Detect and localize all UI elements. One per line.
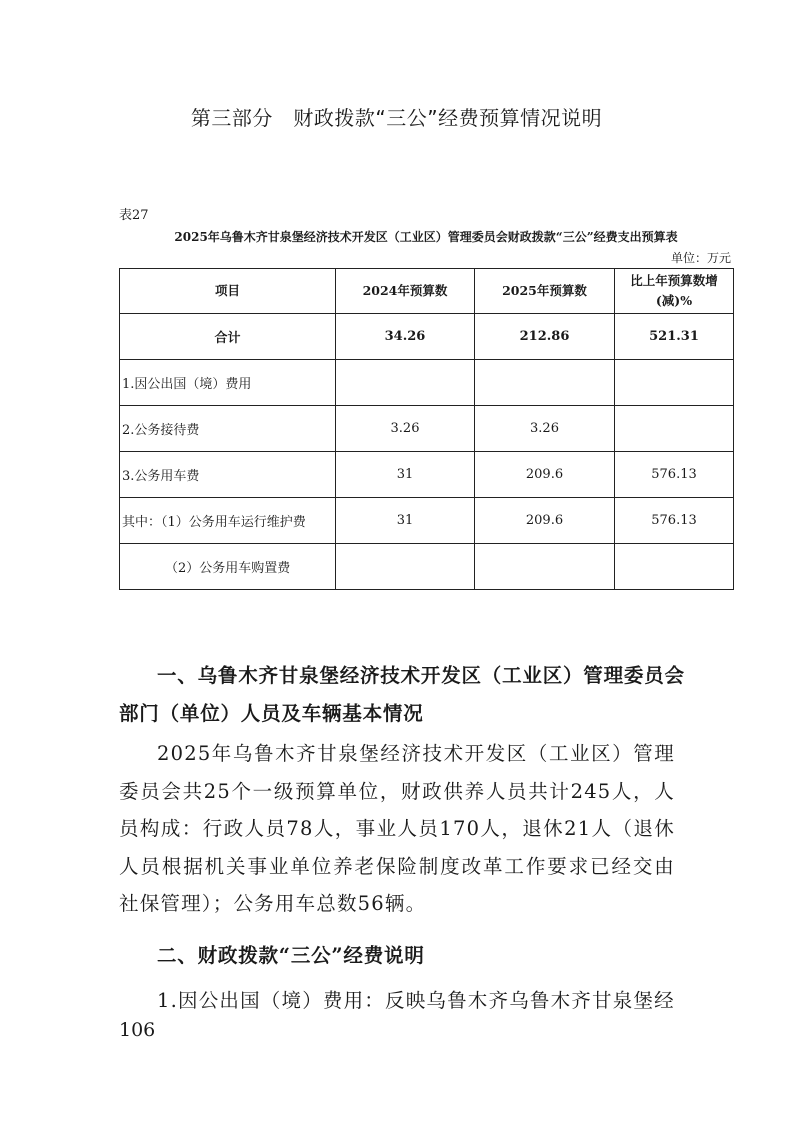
cell-item: （2）公务用车购置费: [120, 544, 336, 590]
section2-heading: 二、财政拨款“三公”经费说明: [157, 944, 425, 967]
header-2025: 2025年预算数: [475, 269, 615, 314]
section1-heading: 一、乌鲁木齐甘泉堡经济技术开发区（工业区）管理委员会部门（单位）人员及车辆基本情况: [119, 664, 685, 725]
section2-paragraph: 1.因公出国（境）费用：反映乌鲁木齐乌鲁木齐甘泉堡经: [157, 989, 675, 1012]
cell-2025: 212.86: [475, 314, 615, 360]
table-row: [120, 498, 734, 544]
cell-change: 521.31: [615, 314, 734, 360]
cell-change: 576.13: [615, 452, 734, 498]
budget-table: [119, 268, 734, 590]
table-title: 2025年乌鲁木齐甘泉堡经济技术开发区（工业区）管理委员会财政拨款“三公”经费支出预算表: [174, 230, 678, 244]
header-change: 比上年预算数增(减)%: [615, 269, 734, 314]
table-row: [120, 360, 734, 406]
cell-change: [615, 406, 734, 452]
cell-item: 其中：（1）公务用车运行维护费: [120, 498, 336, 544]
section1-paragraph: 2025年乌鲁木齐甘泉堡经济技术开发区（工业区）管理委员会共25个一级预算单位，财政供养人员共计245人，人员构成：行政人员78人，事业人员170人，退休21人（退休人员根据机关事业单位养老保险制度改革工作要求已经交由社保管理）；公务用车总数56辆。: [119, 742, 675, 915]
cell-change: [615, 360, 734, 406]
unit-label: 单位：万元: [670, 251, 731, 265]
cell-item: 1.因公出国（境）费用: [120, 360, 336, 406]
cell-change: 576.13: [615, 498, 734, 544]
cell-2025: 3.26: [475, 406, 615, 452]
table-number: 表27: [119, 208, 149, 223]
part-title: 第三部分 财政拨款“三公”经费预算情况说明: [190, 106, 603, 130]
cell-item: 2.公务接待费: [120, 406, 336, 452]
cell-2024: 31: [336, 452, 475, 498]
cell-2024: [336, 544, 475, 590]
cell-item: 合计: [120, 314, 336, 360]
cell-item: 3.公务用车费: [120, 452, 336, 498]
cell-2025: [475, 544, 615, 590]
cell-2024: 3.26: [336, 406, 475, 452]
page-number: 106: [119, 1019, 156, 1041]
cell-change: [615, 544, 734, 590]
table-row: [120, 406, 734, 452]
table-row-total: [120, 314, 734, 360]
cell-2024: [336, 360, 475, 406]
table-row: [120, 452, 734, 498]
cell-2024: 31: [336, 498, 475, 544]
cell-2024: 34.26: [336, 314, 475, 360]
table-header-row: [120, 269, 734, 314]
cell-2025: 209.6: [475, 498, 615, 544]
table-row: [120, 544, 734, 590]
header-item: 项目: [120, 269, 336, 314]
cell-2025: [475, 360, 615, 406]
header-2024: 2024年预算数: [336, 269, 475, 314]
cell-2025: 209.6: [475, 452, 615, 498]
